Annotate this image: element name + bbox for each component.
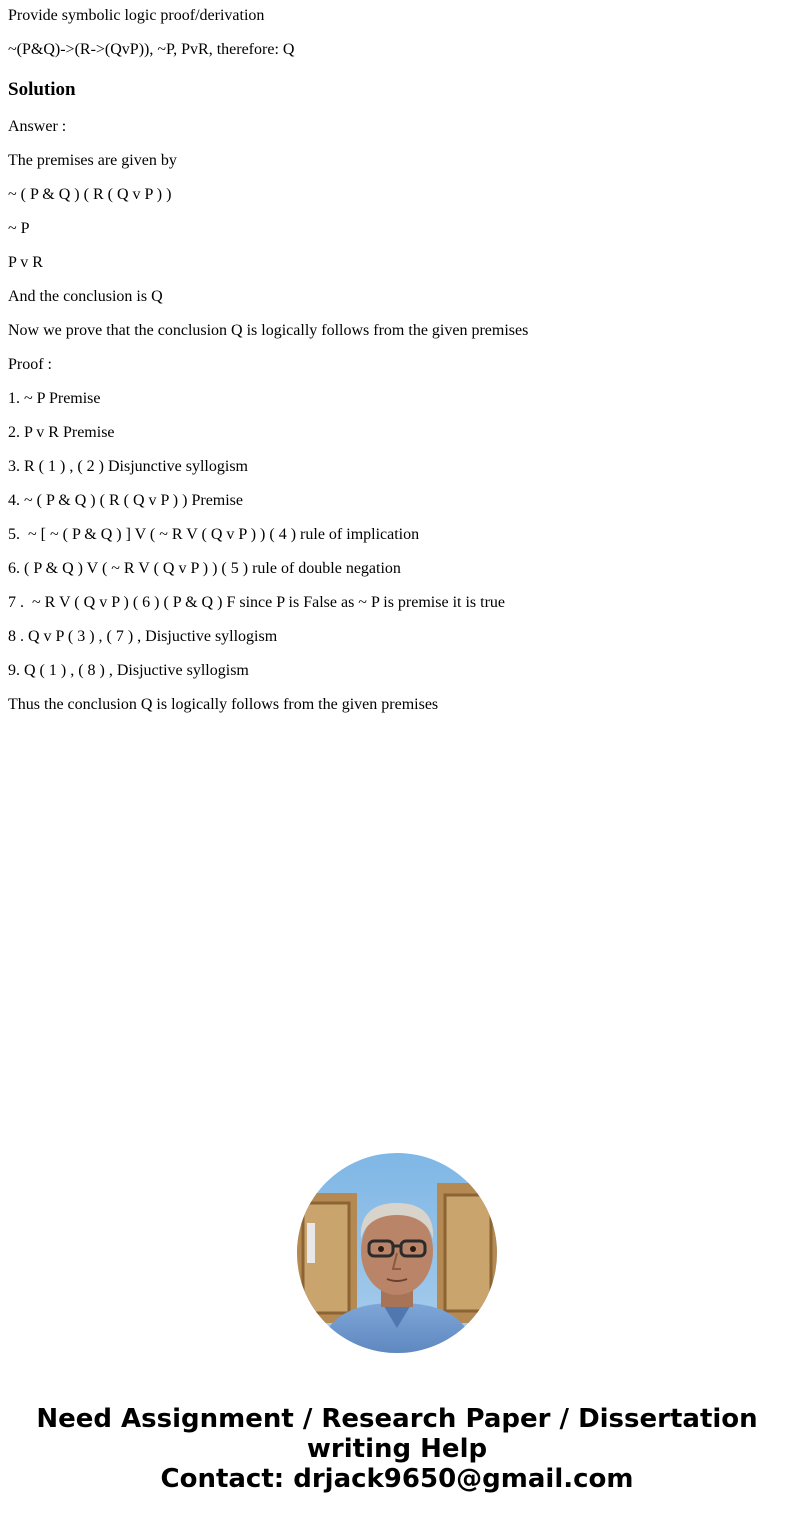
footer-line-2: writing Help — [306, 1434, 488, 1464]
premise-1: ~ ( P & Q ) ( R ( Q v P ) ) — [8, 186, 172, 203]
final-statement: Thus the conclusion Q is logically follows from the given premises — [8, 696, 439, 713]
author-avatar — [297, 1153, 497, 1353]
answer-label: Answer : — [8, 118, 67, 135]
approach-text: Now we prove that the conclusion Q is logically follows from the given premises — [8, 322, 529, 339]
proof-step: 8 . Q v P ( 3 ) , ( 7 ) , Disjuctive syllogism — [8, 628, 278, 645]
proof-step: 1. ~ P Premise — [8, 390, 101, 407]
proof-step: 5. ~ [ ~ ( P & Q ) ] V ( ~ R V ( Q v P ) ) ( 4 ) rule of implication — [8, 526, 420, 543]
footer-contact: Contact: drjack9650@gmail.com — [160, 1464, 634, 1494]
proof-step: 2. P v R Premise — [8, 424, 115, 441]
premise-3: P v R — [8, 254, 43, 271]
proof-step: 4. ~ ( P & Q ) ( R ( Q v P ) ) Premise — [8, 492, 244, 509]
author-photo — [297, 1153, 497, 1353]
contact-footer — [0, 1404, 794, 1494]
proof-step: 7 . ~ R V ( Q v P ) ( 6 ) ( P & Q ) F since P is False as ~ P is premise it is true — [8, 594, 506, 611]
premise-2: ~ P — [8, 220, 30, 237]
solution-heading: Solution — [8, 79, 76, 100]
question-statement: ~(P&Q)->(R->(QvP)), ~P, PvR, therefore: Q — [8, 41, 295, 58]
proof-step: 6. ( P & Q ) V ( ~ R V ( Q v P ) ) ( 5 ) rule of double negation — [8, 560, 401, 577]
premises-intro: The premises are given by — [8, 152, 177, 169]
proof-label: Proof : — [8, 356, 52, 373]
proof-step: 9. Q ( 1 ) , ( 8 ) , Disjuctive syllogism — [8, 662, 249, 679]
footer-line-1: Need Assignment / Research Paper / Dissertation — [36, 1404, 758, 1434]
proof-step: 3. R ( 1 ) , ( 2 ) Disjunctive syllogism — [8, 458, 248, 475]
conclusion-text: And the conclusion is Q — [8, 288, 163, 305]
question-title: Provide symbolic logic proof/derivation — [8, 7, 265, 24]
